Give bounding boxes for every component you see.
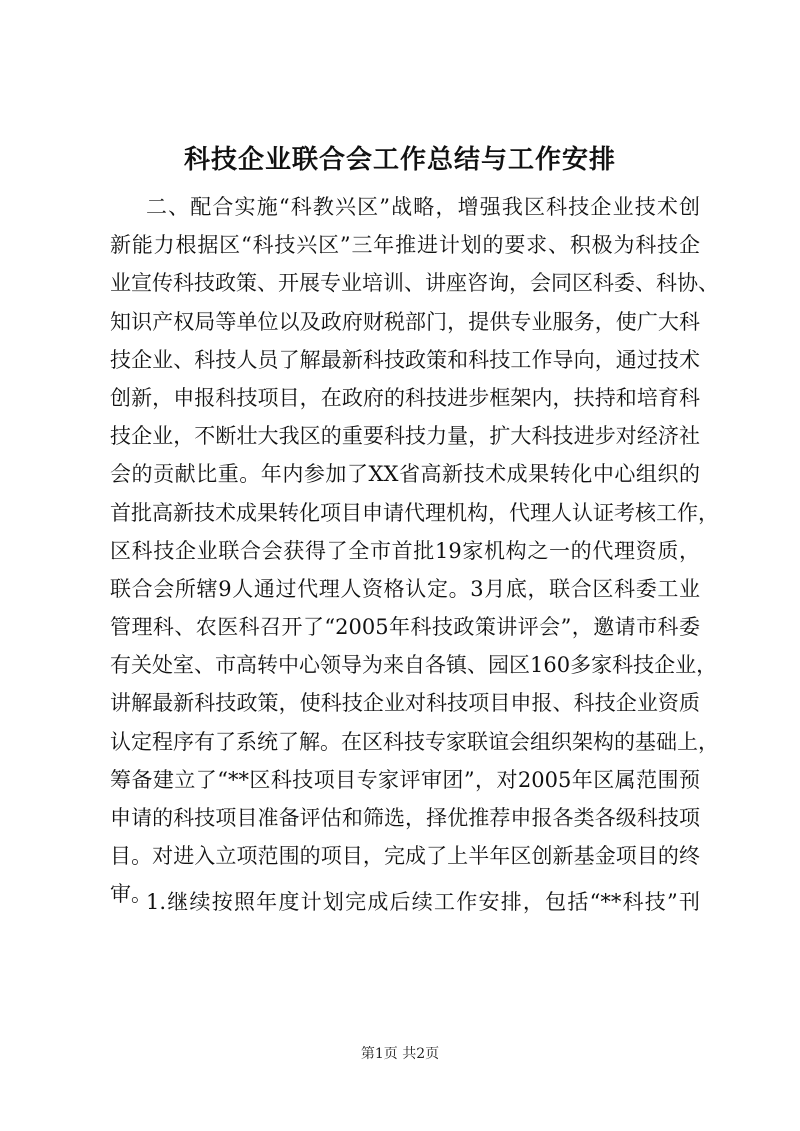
page-footer: 第1页 共2页 (360, 1046, 440, 1062)
paragraph-line: 联合会所辖9人通过代理人资格认定。3月底，联合区科委工业 (110, 576, 700, 601)
paragraph-line: 目。对进入立项范围的项目，完成了上半年区创新基金项目的终 (110, 844, 700, 869)
paragraph-line: 新能力根据区“科技兴区”三年推进计划的要求、积极为科技企 (110, 233, 700, 258)
paragraph-line: 认定程序有了系统了解。在区科技专家联谊会组织架构的基础上， (110, 729, 719, 754)
paragraph-line: 首批高新技术成果转化项目申请代理机构，代理人认证考核工作， (110, 500, 719, 525)
paragraph-line: 技企业、科技人员了解最新科技政策和科技工作导向，通过技术 (110, 347, 700, 372)
paragraph-line: 二、配合实施“科教兴区”战略，增强我区科技企业技术创 (146, 195, 700, 219)
paragraph-line: 1.继续按照年度计划完成后续工作安排，包括“**科技”刊 (146, 890, 700, 914)
paragraph-line: 创新，申报科技项目，在政府的科技进步框架内，扶持和培育科 (110, 385, 700, 410)
paragraph-line: 管理科、农医科召开了“2005年科技政策讲评会”，邀请市科委 (110, 615, 700, 640)
paragraph-line: 审。 (110, 882, 152, 907)
paragraph-line: 会的贡献比重。年内参加了XX省高新技术成果转化中心组织的 (110, 462, 700, 487)
paragraph-line: 知识产权局等单位以及政府财税部门，提供专业服务，使广大科 (110, 309, 700, 334)
paragraph-line: 技企业，不断壮大我区的重要科技力量，扩大科技进步对经济社 (110, 424, 700, 449)
paragraph-2 (110, 883, 700, 921)
paragraph-line: 讲解最新科技政策，使科技企业对科技项目申报、科技企业资质 (110, 691, 700, 716)
paragraph-line: 申请的科技项目准备评估和筛选，择优推荐申报各类各级科技项 (110, 806, 700, 830)
paragraph-line: 业宣传科技政策、开展专业培训、讲座咨询，会同区科委、科协、 (110, 271, 719, 296)
paragraph-line: 区科技企业联合会获得了全市首批19家机构之一的代理资质， (110, 538, 700, 563)
paragraph-line: 有关处室、市高转中心领导为来自各镇、园区160多家科技企业， (110, 653, 718, 678)
document-title: 科技企业联合会工作总结与工作安排 (183, 145, 616, 175)
paragraph-1 (110, 188, 719, 914)
paragraph-line: 筹备建立了“**区科技项目专家评审团”，对2005年区属范围预 (110, 767, 700, 792)
